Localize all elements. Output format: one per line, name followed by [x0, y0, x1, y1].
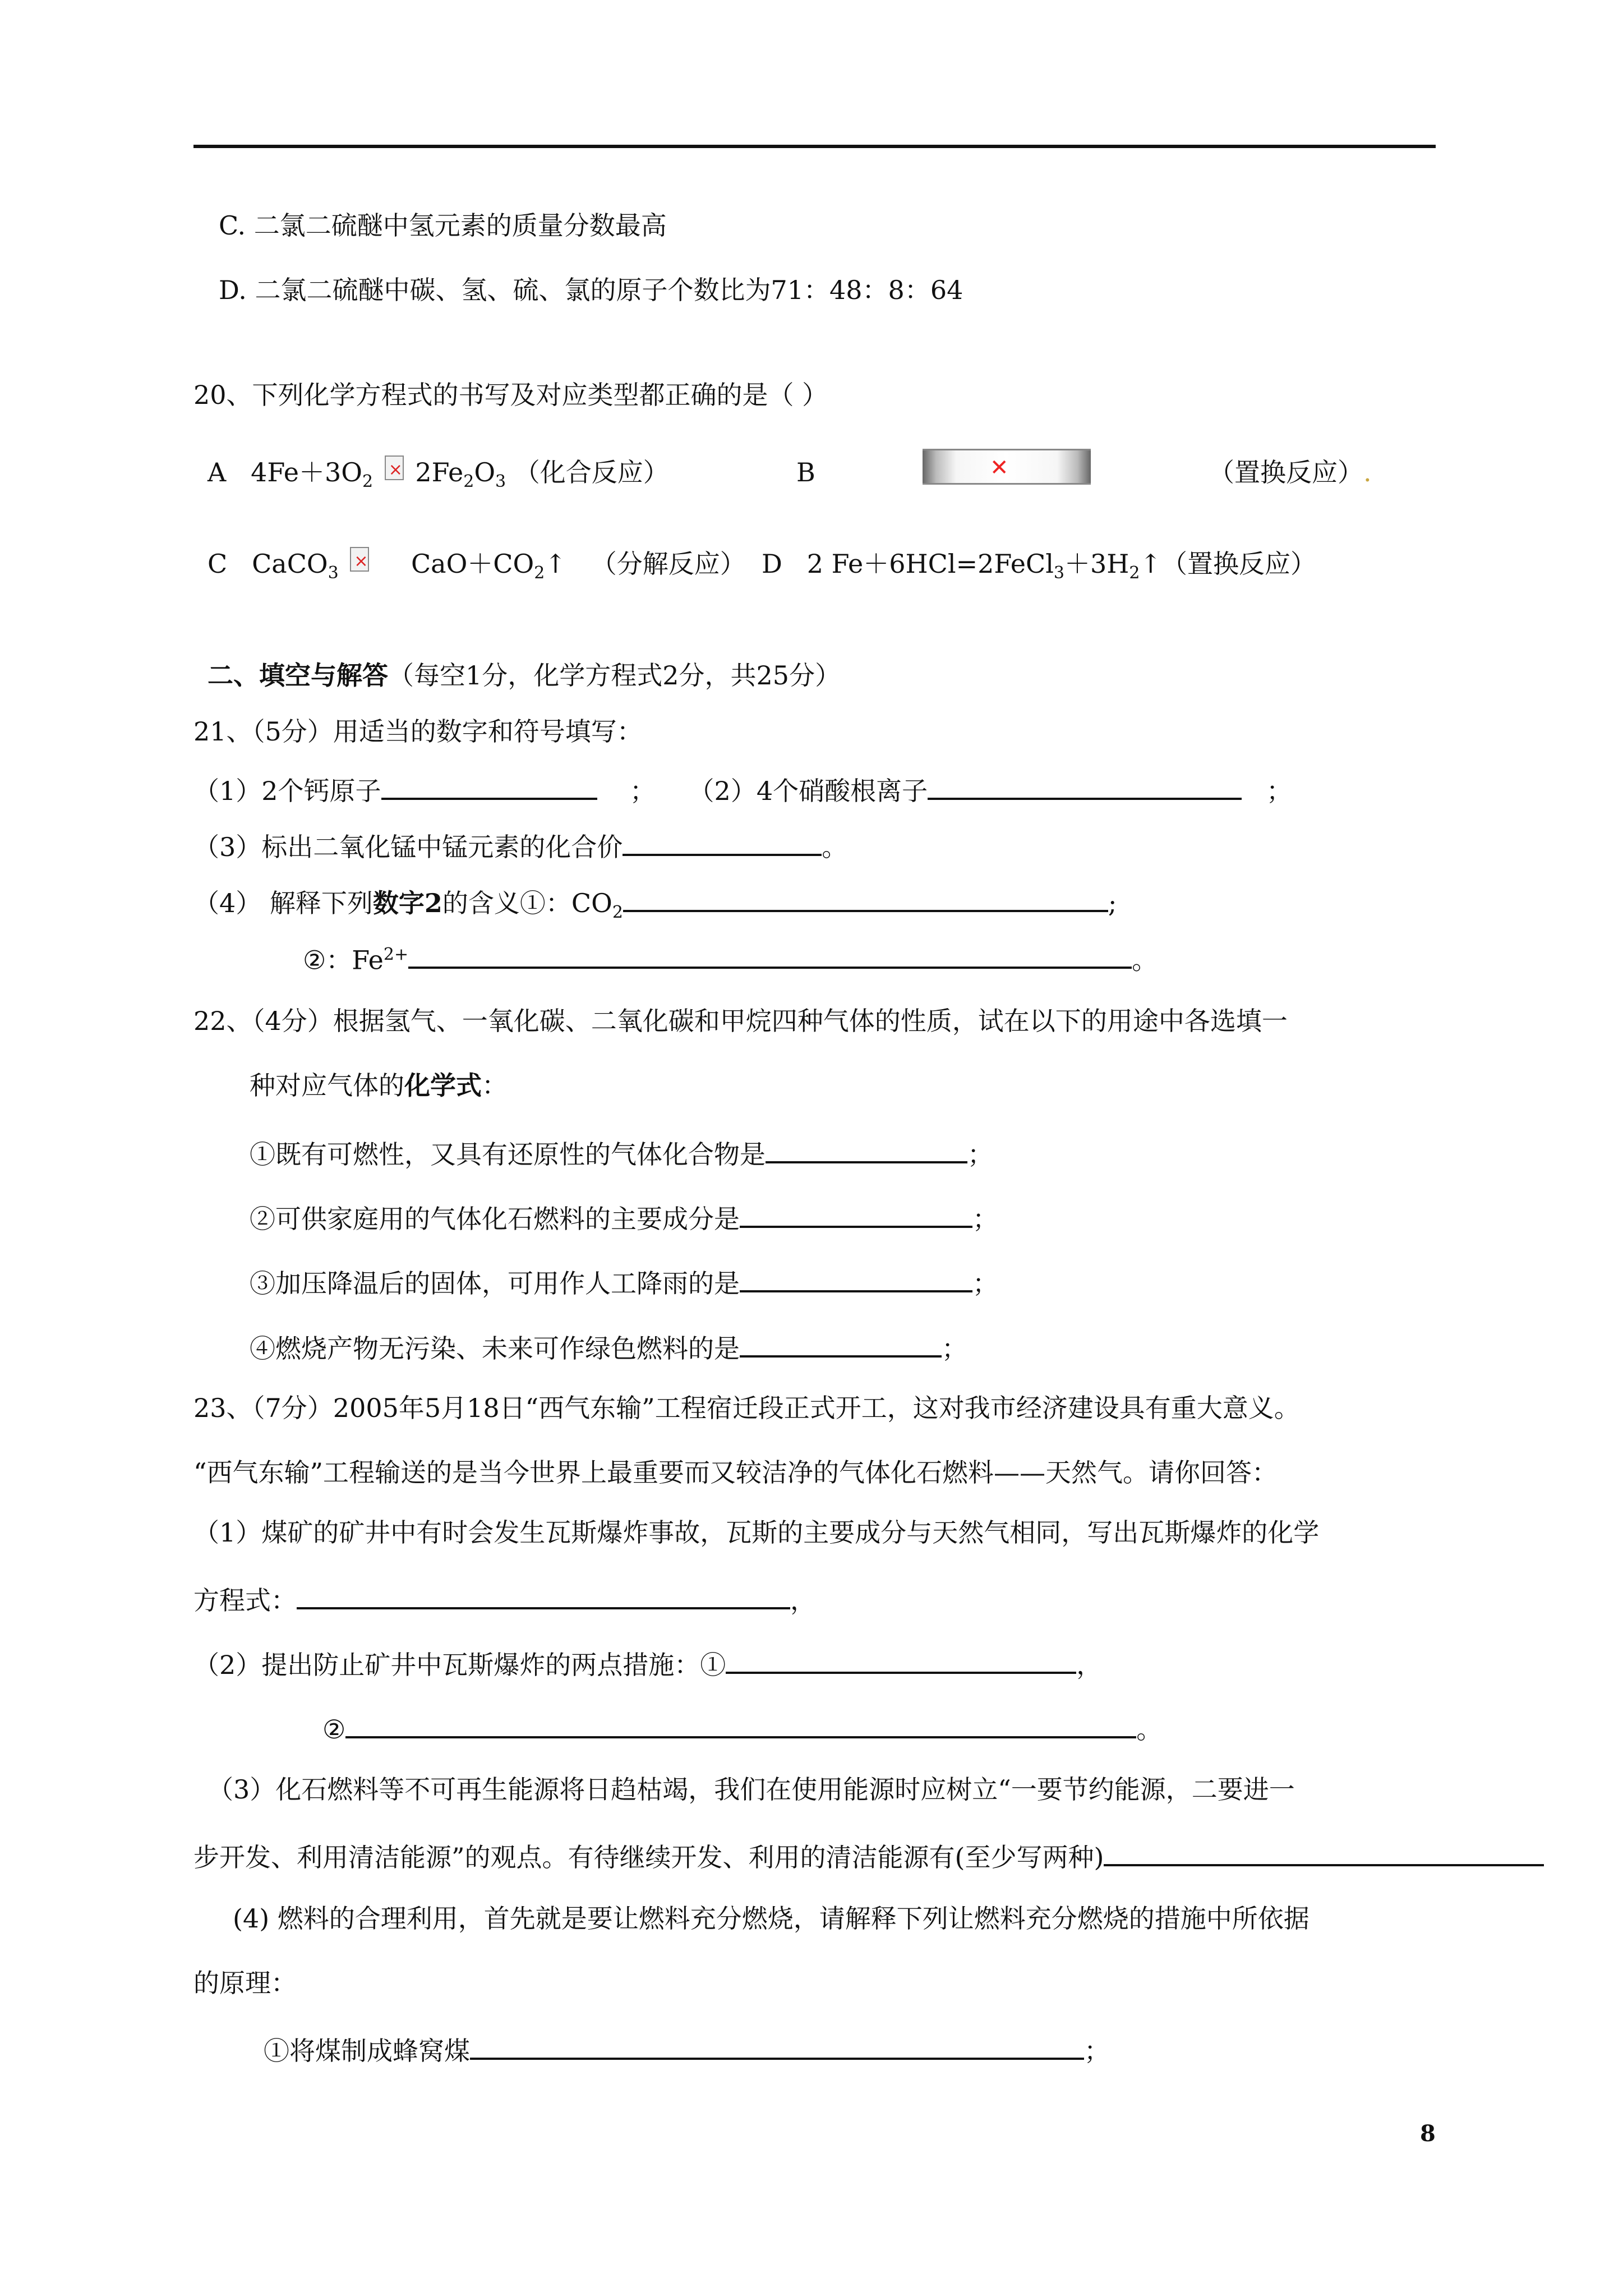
- q22-i3: ③加压降温后的固体，可用作人工降雨的是: [250, 1268, 740, 1299]
- section-2-heading: [208, 659, 841, 692]
- answer-blank[interactable]: [623, 883, 1108, 912]
- answer-blank[interactable]: [297, 1580, 790, 1609]
- q20-d-sub2: 2: [1129, 563, 1140, 583]
- q20-c-sub: 3: [328, 563, 339, 583]
- broken-image-icon: [385, 455, 404, 480]
- q23-part-4-1: [264, 2031, 1110, 2068]
- q23-part-1-b: [193, 1580, 816, 1617]
- answer-blank[interactable]: [381, 771, 597, 800]
- broken-image-icon: [350, 547, 369, 572]
- up-arrow-icon: ↑: [1140, 549, 1162, 579]
- q21-p4-b: 的含义①：CO: [442, 888, 612, 918]
- q20-c-rhs-sub: 2: [534, 563, 545, 583]
- q20-d-sub1: 3: [1053, 563, 1065, 583]
- answer-blank[interactable]: [740, 1328, 942, 1358]
- q23-p2-end: ，: [1076, 1650, 1103, 1680]
- q20-a-lhs: 4Fe＋3O: [251, 457, 362, 487]
- answer-blank[interactable]: [740, 1263, 972, 1292]
- q20-b-dot: .: [1363, 457, 1372, 487]
- q22-stem-2: [250, 1069, 508, 1102]
- q23-line-1: 23、（7分）2005年5月18日“西气东输”工程宿迁段正式开工，这对我市经济建设具有重大意义。: [193, 1393, 1300, 1423]
- q20-a-rhs: 2Fe: [415, 457, 464, 487]
- q21-part-4: [193, 883, 1117, 930]
- q20-a-rhs-o: O: [474, 457, 496, 487]
- q21-p3-end: 。: [822, 832, 848, 862]
- broken-equation-image: [923, 449, 1091, 485]
- q22-item-2: [250, 1199, 998, 1236]
- q21-p4-2-end: 。: [1132, 945, 1158, 976]
- q23-p2-2: ②: [322, 1714, 346, 1745]
- q20-option-a: [208, 455, 669, 499]
- q20-a-type: （化合反应）: [514, 457, 669, 487]
- q20-c-type: （分解反应）: [591, 549, 746, 579]
- q22-stem: [193, 1004, 1288, 1038]
- q23-part-1-a: （1）煤矿的矿井中有时会发生瓦斯爆炸事故，瓦斯的主要成分与天然气相同，写出瓦斯爆炸的化学: [193, 1517, 1320, 1548]
- q23-part-4-a: (4) 燃料的合理利用，首先就是要让燃料充分燃烧，请解释下列让燃料充分燃烧的措施中所依据: [233, 1903, 1310, 1934]
- q21-p2-end: ；: [1266, 776, 1292, 806]
- q23-p4-1: ①将煤制成蜂窝煤: [264, 2036, 470, 2066]
- answer-blank[interactable]: [1104, 1837, 1544, 1866]
- answer-blank[interactable]: [623, 827, 822, 856]
- q20-c-lhs: CaCO: [252, 549, 328, 579]
- answer-blank[interactable]: [345, 1709, 1136, 1738]
- section-2-note: （每空1分，化学方程式2分，共25分）: [388, 660, 841, 691]
- q20-option-b: [1209, 455, 1372, 489]
- answer-blank[interactable]: [470, 2031, 1084, 2060]
- q22-item-1: [250, 1134, 993, 1171]
- q23-part-3-a: （3）化石燃料等不可再生能源将日趋枯竭，我们在使用能源时应树立“一要节约能源，二要进一: [208, 1774, 1295, 1805]
- answer-blank[interactable]: [726, 1645, 1076, 1674]
- q22-stem2-bold: 化学式: [404, 1070, 482, 1101]
- q20-a-label: A: [208, 457, 227, 487]
- q22-sep: ；: [967, 1139, 993, 1170]
- q21-p1-label: （1）2个钙原子: [193, 776, 381, 806]
- q21-p4-a: （4） 解释下列: [193, 888, 373, 918]
- q21-p4-2: ②：Fe: [303, 945, 384, 976]
- q23-part-3-b: [193, 1837, 1544, 1874]
- q20-a-lhs-sub: 2: [362, 472, 374, 492]
- q22-sep: ；: [942, 1333, 967, 1364]
- q21-p4-2-sup: 2+: [383, 945, 409, 964]
- q20-option-d: [762, 547, 1316, 590]
- q21-p4-sub: 2: [612, 903, 623, 923]
- q22-i2: ②可供家庭用的气体化石燃料的主要成分是: [250, 1204, 740, 1234]
- q20-a-sub2: 3: [495, 472, 506, 492]
- q22-sep: ；: [972, 1268, 998, 1299]
- q21-stem: 21、（5分）用适当的数字和符号填写：: [193, 716, 643, 747]
- broken-image-icon: ✕: [990, 455, 1009, 481]
- q19-option-c: C. 二氯二硫醚中氢元素的质量分数最高: [219, 210, 667, 241]
- q22-item-4: [250, 1328, 967, 1365]
- q21-part-3: [193, 827, 847, 864]
- q23-part-2: [193, 1645, 1102, 1682]
- q23-part-4-b: 的原理：: [193, 1968, 297, 1998]
- q23-p2-2-end: 。: [1136, 1714, 1163, 1745]
- q21-p3-label: （3）标出二氧化锰中锰元素的化合价: [193, 832, 623, 862]
- up-arrow-icon: ↑: [545, 549, 566, 579]
- q21-p4-end: ;: [1108, 888, 1117, 918]
- q19-option-d: D. 二氯二硫醚中碳、氢、硫、氯的原子个数比为71：48：8：64: [219, 275, 963, 305]
- q20-b-type: （置换反应）: [1209, 457, 1363, 487]
- q21-part-1: [193, 771, 1292, 808]
- q22-stem-a: 22、（4分）根据氢气、一氧化碳、二氧化碳和甲烷四种气体的性质，试在以下: [193, 1006, 1081, 1036]
- q22-stem2-a: 种对应气体的: [250, 1070, 404, 1101]
- q20-d-eq-a: 2 Fe＋6HCl=2FeCl: [806, 549, 1054, 579]
- q23-p1-end: ，: [790, 1585, 816, 1616]
- q22-sep: ；: [972, 1204, 998, 1234]
- section-2-title: 二、填空与解答: [208, 660, 388, 691]
- q20-a-sub1: 2: [463, 472, 474, 492]
- q21-part-4-2: [303, 938, 1158, 977]
- page-number: 8: [1420, 2120, 1436, 2147]
- q22-stem2-b: ：: [482, 1070, 508, 1101]
- q20-c-rhs: CaO＋CO: [411, 549, 534, 579]
- q23-p2: （2）提出防止矿井中瓦斯爆炸的两点措施：①: [193, 1650, 726, 1680]
- answer-blank[interactable]: [766, 1134, 967, 1163]
- q21-p1-sep: ；: [630, 776, 656, 806]
- q23-p4-1-end: ；: [1084, 2036, 1110, 2066]
- answer-blank[interactable]: [928, 771, 1242, 800]
- q22-item-3: [250, 1263, 998, 1300]
- q23-p1-b: 方程式：: [193, 1585, 297, 1616]
- q22-i1: ①既有可燃性，又具有还原性的气体化合物是: [250, 1139, 766, 1170]
- q20-stem: 20、下列化学方程式的书写及对应类型都正确的是（ ）: [193, 380, 828, 410]
- q20-d-eq-b: ＋3H: [1064, 549, 1129, 579]
- q20-d-label: D: [762, 549, 782, 579]
- q20-d-type: （置换反应）: [1161, 549, 1317, 579]
- q22-stem-b: 的用途中各选填一: [1081, 1006, 1288, 1036]
- q22-i4: ④燃烧产物无污染、未来可作绿色燃料的是: [250, 1333, 740, 1364]
- q23-p3-b: 步开发、利用清洁能源”的观点。有待继续开发、利用的清洁能源有(至少写两种): [193, 1842, 1104, 1872]
- answer-blank[interactable]: [408, 940, 1132, 969]
- q20-option-c: [208, 547, 746, 590]
- q21-p2-label: （2）4个硝酸根离子: [688, 776, 928, 806]
- q20-b-label: B: [796, 457, 815, 487]
- header-rule: [193, 145, 1436, 148]
- q21-p4-bold: 数字2: [372, 888, 442, 918]
- answer-blank[interactable]: [740, 1199, 972, 1228]
- q23-part-2-2: [322, 1709, 1162, 1746]
- q20-c-label: C: [208, 549, 228, 579]
- q23-line-2: “西气东输”工程输送的是当今世界上最重要而又较洁净的气体化石燃料——天然气。请你回答：: [193, 1457, 1278, 1488]
